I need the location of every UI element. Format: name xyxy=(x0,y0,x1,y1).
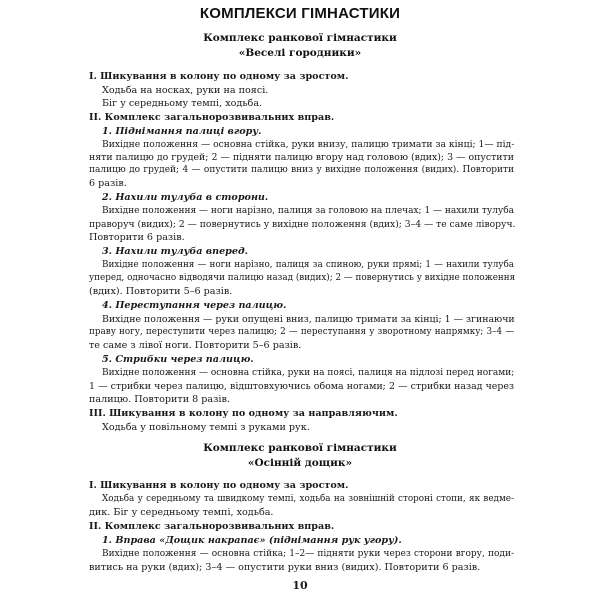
c2-section-1-line: Ходьба у середньому та швидкому темпі, ходьба на зовнішній стороні стопи, як ведме- xyxy=(102,494,514,504)
c1-exercise-2-title: 2. Нахили тулуба в сторони. xyxy=(102,192,269,203)
c1-exercise-3-text: уперед, одночасно відводячи палицю назад (видих); 2 — повернутись у вихідне положення xyxy=(89,273,516,283)
c1-section-3-heading: III. Шикування в колону по одному за направляючим. xyxy=(89,408,398,419)
complex-1-title: Комплекс ранкової гімнастики xyxy=(203,32,397,44)
c1-exercise-4-text: праву ногу, переступити через палицю; 2 — переступання у зворотному напрямку; 3–4 — xyxy=(89,327,514,337)
c2-section-1-heading: I. Шикування в колону по одному за зростом. xyxy=(89,480,349,491)
c1-exercise-1-text: Вихідне положення — основна стійка, руки внизу, палицю тримати за кінці; 1— під- xyxy=(102,139,515,150)
c1-exercise-5-text: Вихідне положення — основна стійка, руки на поясі, палиця на підлозі перед ногами; xyxy=(102,368,515,378)
c1-exercise-4-text: Вихідне положення — руки опущені вниз, палицю тримати за кінці; 1 — згинаючи xyxy=(102,314,515,325)
c2-section-2-heading: II. Комплекс загальнорозвивальних вправ. xyxy=(89,521,335,532)
c1-exercise-5-text: палицю. Повторити 8 разів. xyxy=(89,394,230,405)
c2-exercise-1-text: Вихідне положення — основна стійка; 1–2— підняти руки через сторони вгору, поди- xyxy=(102,549,514,559)
c1-section-1-line: Ходьба на носках, руки на поясі. xyxy=(102,85,269,96)
c1-exercise-4-text: те саме з лівої ноги. Повторити 5–6 разів. xyxy=(89,340,302,351)
c1-exercise-1-text: няти палицю до грудей; 2 — підняти палицю вгору над головою (вдих); 3 — опустити xyxy=(89,152,514,163)
c1-section-2-heading: II. Комплекс загальнорозвивальних вправ. xyxy=(89,112,335,123)
c1-exercise-1-title: 1. Піднімання палиці вгору. xyxy=(102,126,262,137)
complex-1-subtitle: «Веселі городники» xyxy=(238,47,362,59)
c1-exercise-1-text: 6 разів. xyxy=(89,178,127,189)
c1-exercise-4-title: 4. Переступання через палицю. xyxy=(102,300,287,311)
c1-exercise-3-text: Вихідне положення — ноги нарізно, палиця за спиною, руки прямі; 1 — нахили тулуба xyxy=(102,260,514,270)
c1-exercise-1-text: палицю до грудей; 4 — опустити палицю вниз у вихідне положення (видих). Повторити xyxy=(89,165,514,175)
c1-exercise-5-text: 1 — стрибки через палицю, відштовхуючись обома ногами; 2 — стрибки назад через xyxy=(89,381,514,392)
c1-section-1-heading: I. Шикування в колону по одному за зростом. xyxy=(89,71,349,82)
c1-section-1-line: Біг у середньому темпі, ходьба. xyxy=(102,98,263,109)
c2-section-1-line: дик. Біг у середньому темпі, ходьба. xyxy=(89,507,274,518)
c2-exercise-1-title: 1. Вправа «Дощик накрапає» (піднімання рук угору). xyxy=(102,535,402,546)
c1-exercise-2-text: Повторити 6 разів. xyxy=(89,232,185,243)
complex-2-title: Комплекс ранкової гімнастики xyxy=(203,442,397,454)
c1-exercise-2-text: Вихідне положення — ноги нарізно, палиця за головою на плечах; 1 — нахили тулуба xyxy=(102,206,514,216)
c2-exercise-1-text: витись на руки (вдих); 3–4 — опустити руки вниз (видих). Повторити 6 разів. xyxy=(89,562,481,573)
page-title: КОМПЛЕКСИ ГІМНАСТИКИ xyxy=(199,5,401,22)
page-number: 10 xyxy=(292,579,308,592)
c1-exercise-3-text: (вдих). Повторити 5–6 разів. xyxy=(89,286,233,297)
c1-exercise-2-text: праворуч (видих); 2 — повернутись у вихідне положення (вдих); 3–4 — те саме ліворуч. xyxy=(89,219,516,230)
c1-exercise-5-title: 5. Стрибки через палицю. xyxy=(102,354,254,365)
c1-exercise-3-title: 3. Нахили тулуба вперед. xyxy=(102,246,249,257)
c1-section-3-line: Ходьба у повільному темпі з руками рук. xyxy=(102,422,310,433)
complex-2-subtitle: «Осінній дощик» xyxy=(247,457,353,469)
